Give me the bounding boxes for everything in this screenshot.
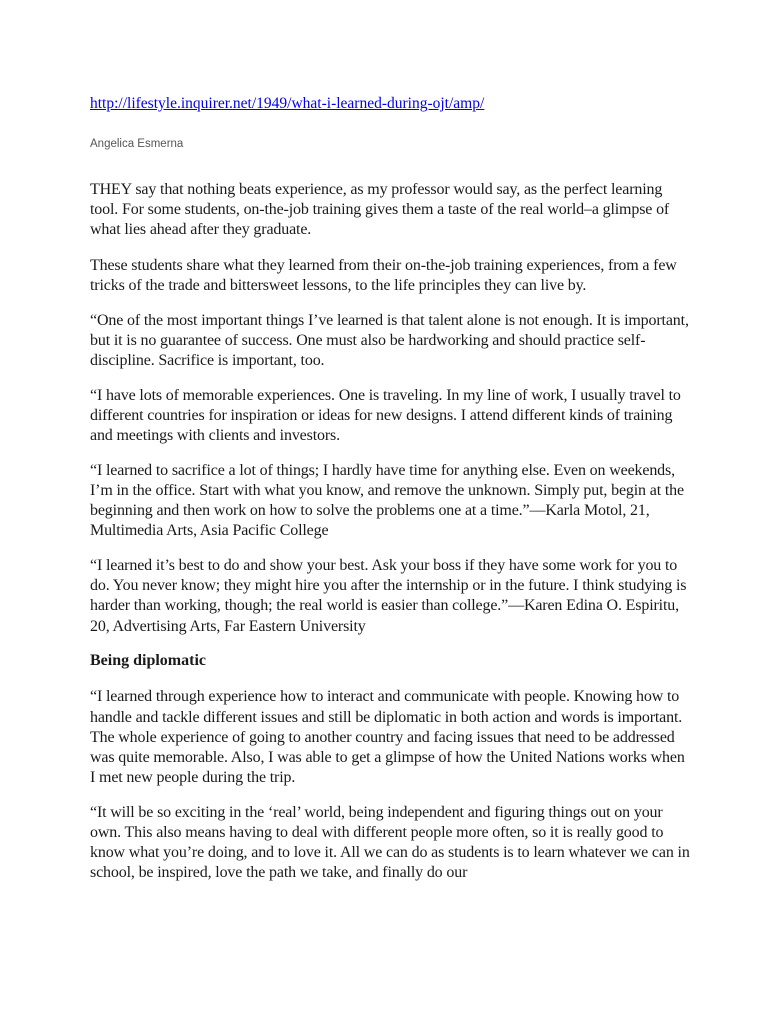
section-heading: Being diplomatic	[90, 652, 207, 670]
paragraph-3: “One of the most important things I’ve learned is that talent alone is not enough. It is important, but it is no guarantee of success. One must also be hardworking and should practice self-discipline. Sacrifice is important, too.	[90, 311, 689, 369]
article-body	[90, 180, 690, 884]
paragraph-intro: THEY say that nothing beats experience, as my professor would say, as the perfect learning tool. For some students, on-the-job training gives them a taste of the real world–a glimpse of what lies ahead after they graduate.	[90, 181, 670, 239]
paragraph-4: “I have lots of memorable experiences. One is traveling. In my line of work, I usually travel to different countries for inspiration or ideas for new designs. I attend different kinds of training and meetings with clients and investors.	[90, 386, 681, 445]
source-link[interactable]: http://lifestyle.inquirer.net/1949/what-i-learned-during-ojt/amp/	[90, 95, 485, 112]
paragraph-5: “I learned to sacrifice a lot of things; I hardly have time for anything else. Even on weekends, I’m in the office. Start with what you know, and remove the unknown. Simply put, begin at the beginning and then work on how to solve the problems one at a time.”—Karla Motol, 21, Multimedia Arts, Asia Pacific College	[90, 461, 684, 540]
paragraph-6: “I learned it’s best to do and show your best. Ask your boss if they have some work for you to do. You never know; they might hire you after the internship or in the future. I think studying is harder than working, though; the real world is easier than college.”—Karen Edina O. Espiritu, 20, Advertising Arts, Far Eastern University	[90, 557, 687, 635]
paragraph-8: “It will be so exciting in the ‘real’ world, being independent and figuring things out on your own. This also means having to deal with different people more often, so it is really good to know what you’re doing, and to love it. All we can do as students is to learn whatever we can in school, be inspired, love the path we take, and finally do our	[90, 803, 690, 882]
paragraph-2: These students share what they learned from their on-the-job training experiences, from a few tricks of the trade and bittersweet lessons, to the life principles they can live by.	[90, 256, 677, 294]
paragraph-7: “I learned through experience how to interact and communicate with people. Knowing how to handle and tackle different issues and still be diplomatic in both action and words is important. The whole experience of going to another country and facing issues that need to be addressed was quite memorable. Also, I was able to get a glimpse of how the United Nations works when I met new people during the trip.	[90, 688, 685, 787]
document-page	[90, 94, 690, 898]
author-name: Angelica Esmerna	[90, 138, 184, 150]
